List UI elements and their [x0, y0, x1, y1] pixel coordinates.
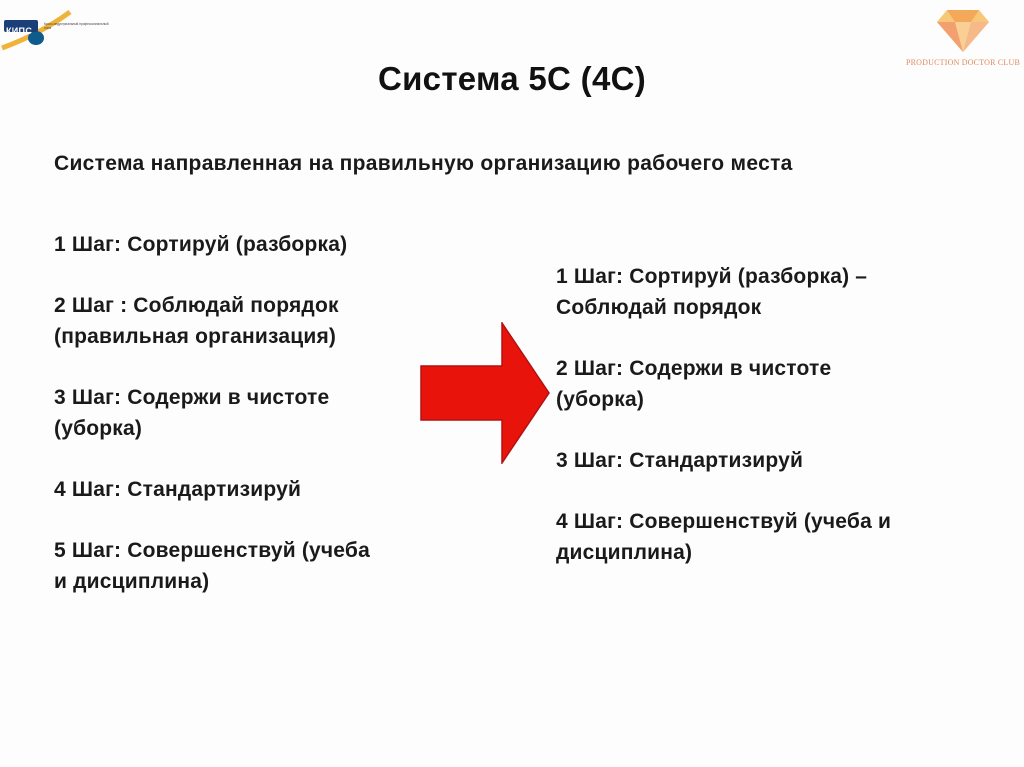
list-item-line: 2 Шаг: Содержи в чистоте	[556, 357, 832, 380]
list-item-line: 4 Шаг: Стандартизируй	[54, 478, 302, 501]
list-item-line: 4 Шаг: Совершенствуй (учеба и	[556, 510, 892, 533]
list-item	[54, 535, 454, 597]
list-item-line: Соблюдай порядок	[556, 296, 762, 319]
list-item-line: (уборка)	[556, 388, 645, 411]
logo-caption: PRODUCTION DOCTOR CLUB	[905, 58, 1021, 67]
list-item	[54, 290, 454, 352]
slide-title: Система 5С (4С)	[377, 60, 647, 97]
left-steps-list	[54, 229, 454, 627]
right-steps-list	[556, 261, 996, 598]
list-item-line: 3 Шаг: Содержи в чистоте	[54, 386, 330, 409]
list-item-line: 1 Шаг: Сортируй (разборка)	[54, 233, 348, 256]
list-item-line: дисциплина)	[556, 541, 693, 564]
list-item-line: 5 Шаг: Совершенствуй (учеба	[54, 539, 370, 562]
kips-logo	[0, 4, 118, 54]
list-item	[54, 474, 454, 505]
list-item-line: и дисциплина)	[54, 570, 210, 593]
list-item-line: (правильная организация)	[54, 325, 337, 348]
list-item	[54, 229, 454, 260]
list-item-line: (уборка)	[54, 417, 143, 440]
list-item-line: 3 Шаг: Стандартизируй	[556, 449, 804, 472]
list-item	[556, 353, 996, 415]
kips-logo-subtext: Кросс-индустриальный профессиональный союз	[44, 22, 109, 30]
list-item	[556, 445, 996, 476]
diamond-logo-icon	[905, 4, 1021, 58]
list-item	[54, 382, 454, 444]
kips-logo-text: КИПС	[6, 26, 33, 36]
production-doctor-club-logo	[905, 4, 1021, 68]
list-item-line: 1 Шаг: Сортируй (разборка) –	[556, 265, 868, 288]
list-item-line: 2 Шаг : Соблюдай порядок	[54, 294, 339, 317]
right-arrow-icon	[420, 322, 550, 464]
list-item	[556, 506, 996, 568]
slide-subtitle: Система направленная на правильную организацию рабочего места	[54, 152, 793, 175]
list-item	[556, 261, 996, 323]
